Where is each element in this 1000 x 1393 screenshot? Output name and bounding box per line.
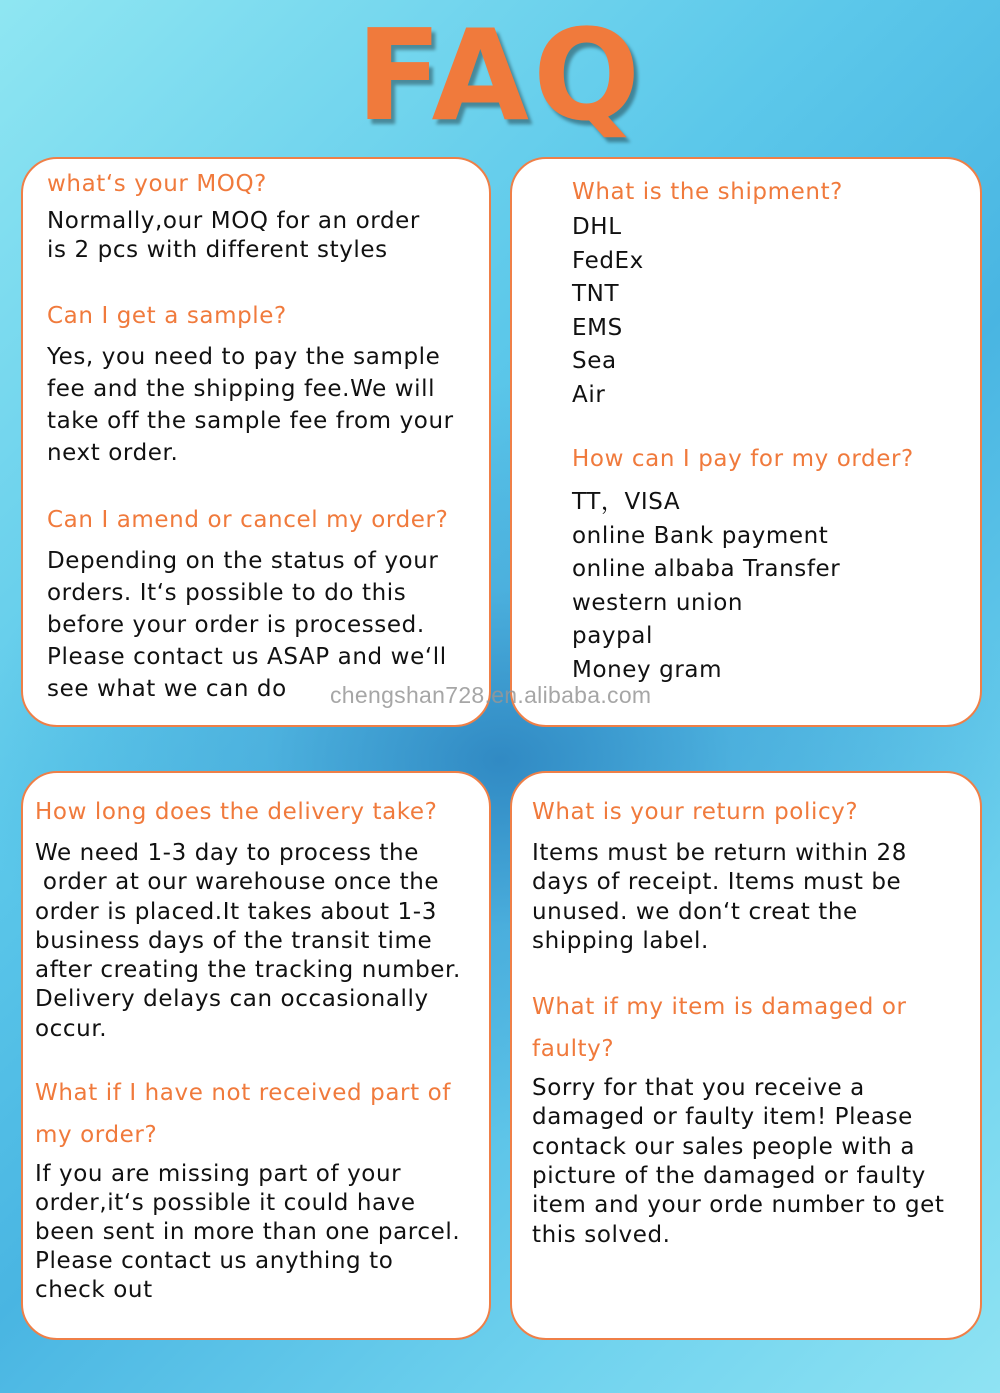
list-item: online Bank payment: [572, 522, 829, 549]
answer-sample: Yes, you need to pay the sample fee and the shipping fee.We will take off the sample fee from your next order.: [47, 344, 454, 466]
faq-card-return-damaged: [510, 771, 982, 1340]
answer-moq: Normally,our MOQ for an order is 2 pcs with different styles: [47, 208, 420, 263]
list-item: Air: [572, 381, 606, 408]
list-item: Money gram: [572, 656, 723, 683]
answer-damaged: Sorry for that you receive a damaged or faulty item! Please contack our sales people with a picture of the damaged or faulty item and your orde number to get this solved.: [532, 1075, 945, 1248]
payment-methods-list: [572, 486, 970, 687]
question-missing-part: What if I have not received part of my order?: [35, 1080, 451, 1149]
list-item: FedEx: [572, 247, 644, 274]
list-item: DHL: [572, 214, 622, 240]
question-return-policy: What is your return policy?: [532, 799, 859, 825]
question-delivery: How long does the delivery take?: [35, 799, 438, 825]
question-damaged: What if my item is damaged or faulty?: [532, 994, 907, 1063]
answer-delivery: We need 1-3 day to process the order at our warehouse once the order is placed.It takes about 1-3 business days of the transit time after creating the tracking number. Delivery delays can occasionally occur.: [35, 840, 461, 1042]
faq-card-shipment-payment: [510, 157, 982, 727]
question-shipment: What is the shipment?: [572, 179, 843, 205]
question-payment: How can I pay for my order?: [572, 446, 914, 472]
list-item: EMS: [572, 314, 623, 341]
answer-missing-part: If you are missing part of your order,it‘s possible it could have been sent in more than one parcel. Please contact us anything to check out: [35, 1161, 461, 1304]
question-moq: what‘s your MOQ?: [47, 171, 267, 197]
answer-return-policy: Items must be return within 28 days of receipt. Items must be unused. we don‘t creat the shipping label.: [532, 840, 907, 954]
faq-card-delivery-missing: [21, 771, 491, 1340]
list-item: TT，VISA: [572, 489, 681, 515]
answer-amend-cancel: Depending on the status of your orders. It‘s possible to do this before your order is processed. Please contact us ASAP and we‘ll see what we can do: [47, 548, 447, 702]
list-item: Sea: [572, 348, 617, 374]
question-sample: Can I get a sample?: [47, 303, 287, 329]
question-amend-cancel: Can I amend or cancel my order?: [47, 507, 449, 533]
page-title: FAQ: [355, 2, 645, 149]
faq-card-moq-sample-amend: [21, 157, 491, 727]
shipment-methods-list: [572, 211, 970, 412]
list-item: western union: [572, 589, 744, 616]
list-item: online albaba Transfer: [572, 556, 841, 582]
watermark: chengshan728.en.alibaba.com: [330, 682, 652, 708]
list-item: TNT: [572, 281, 620, 307]
list-item: paypal: [572, 623, 653, 649]
